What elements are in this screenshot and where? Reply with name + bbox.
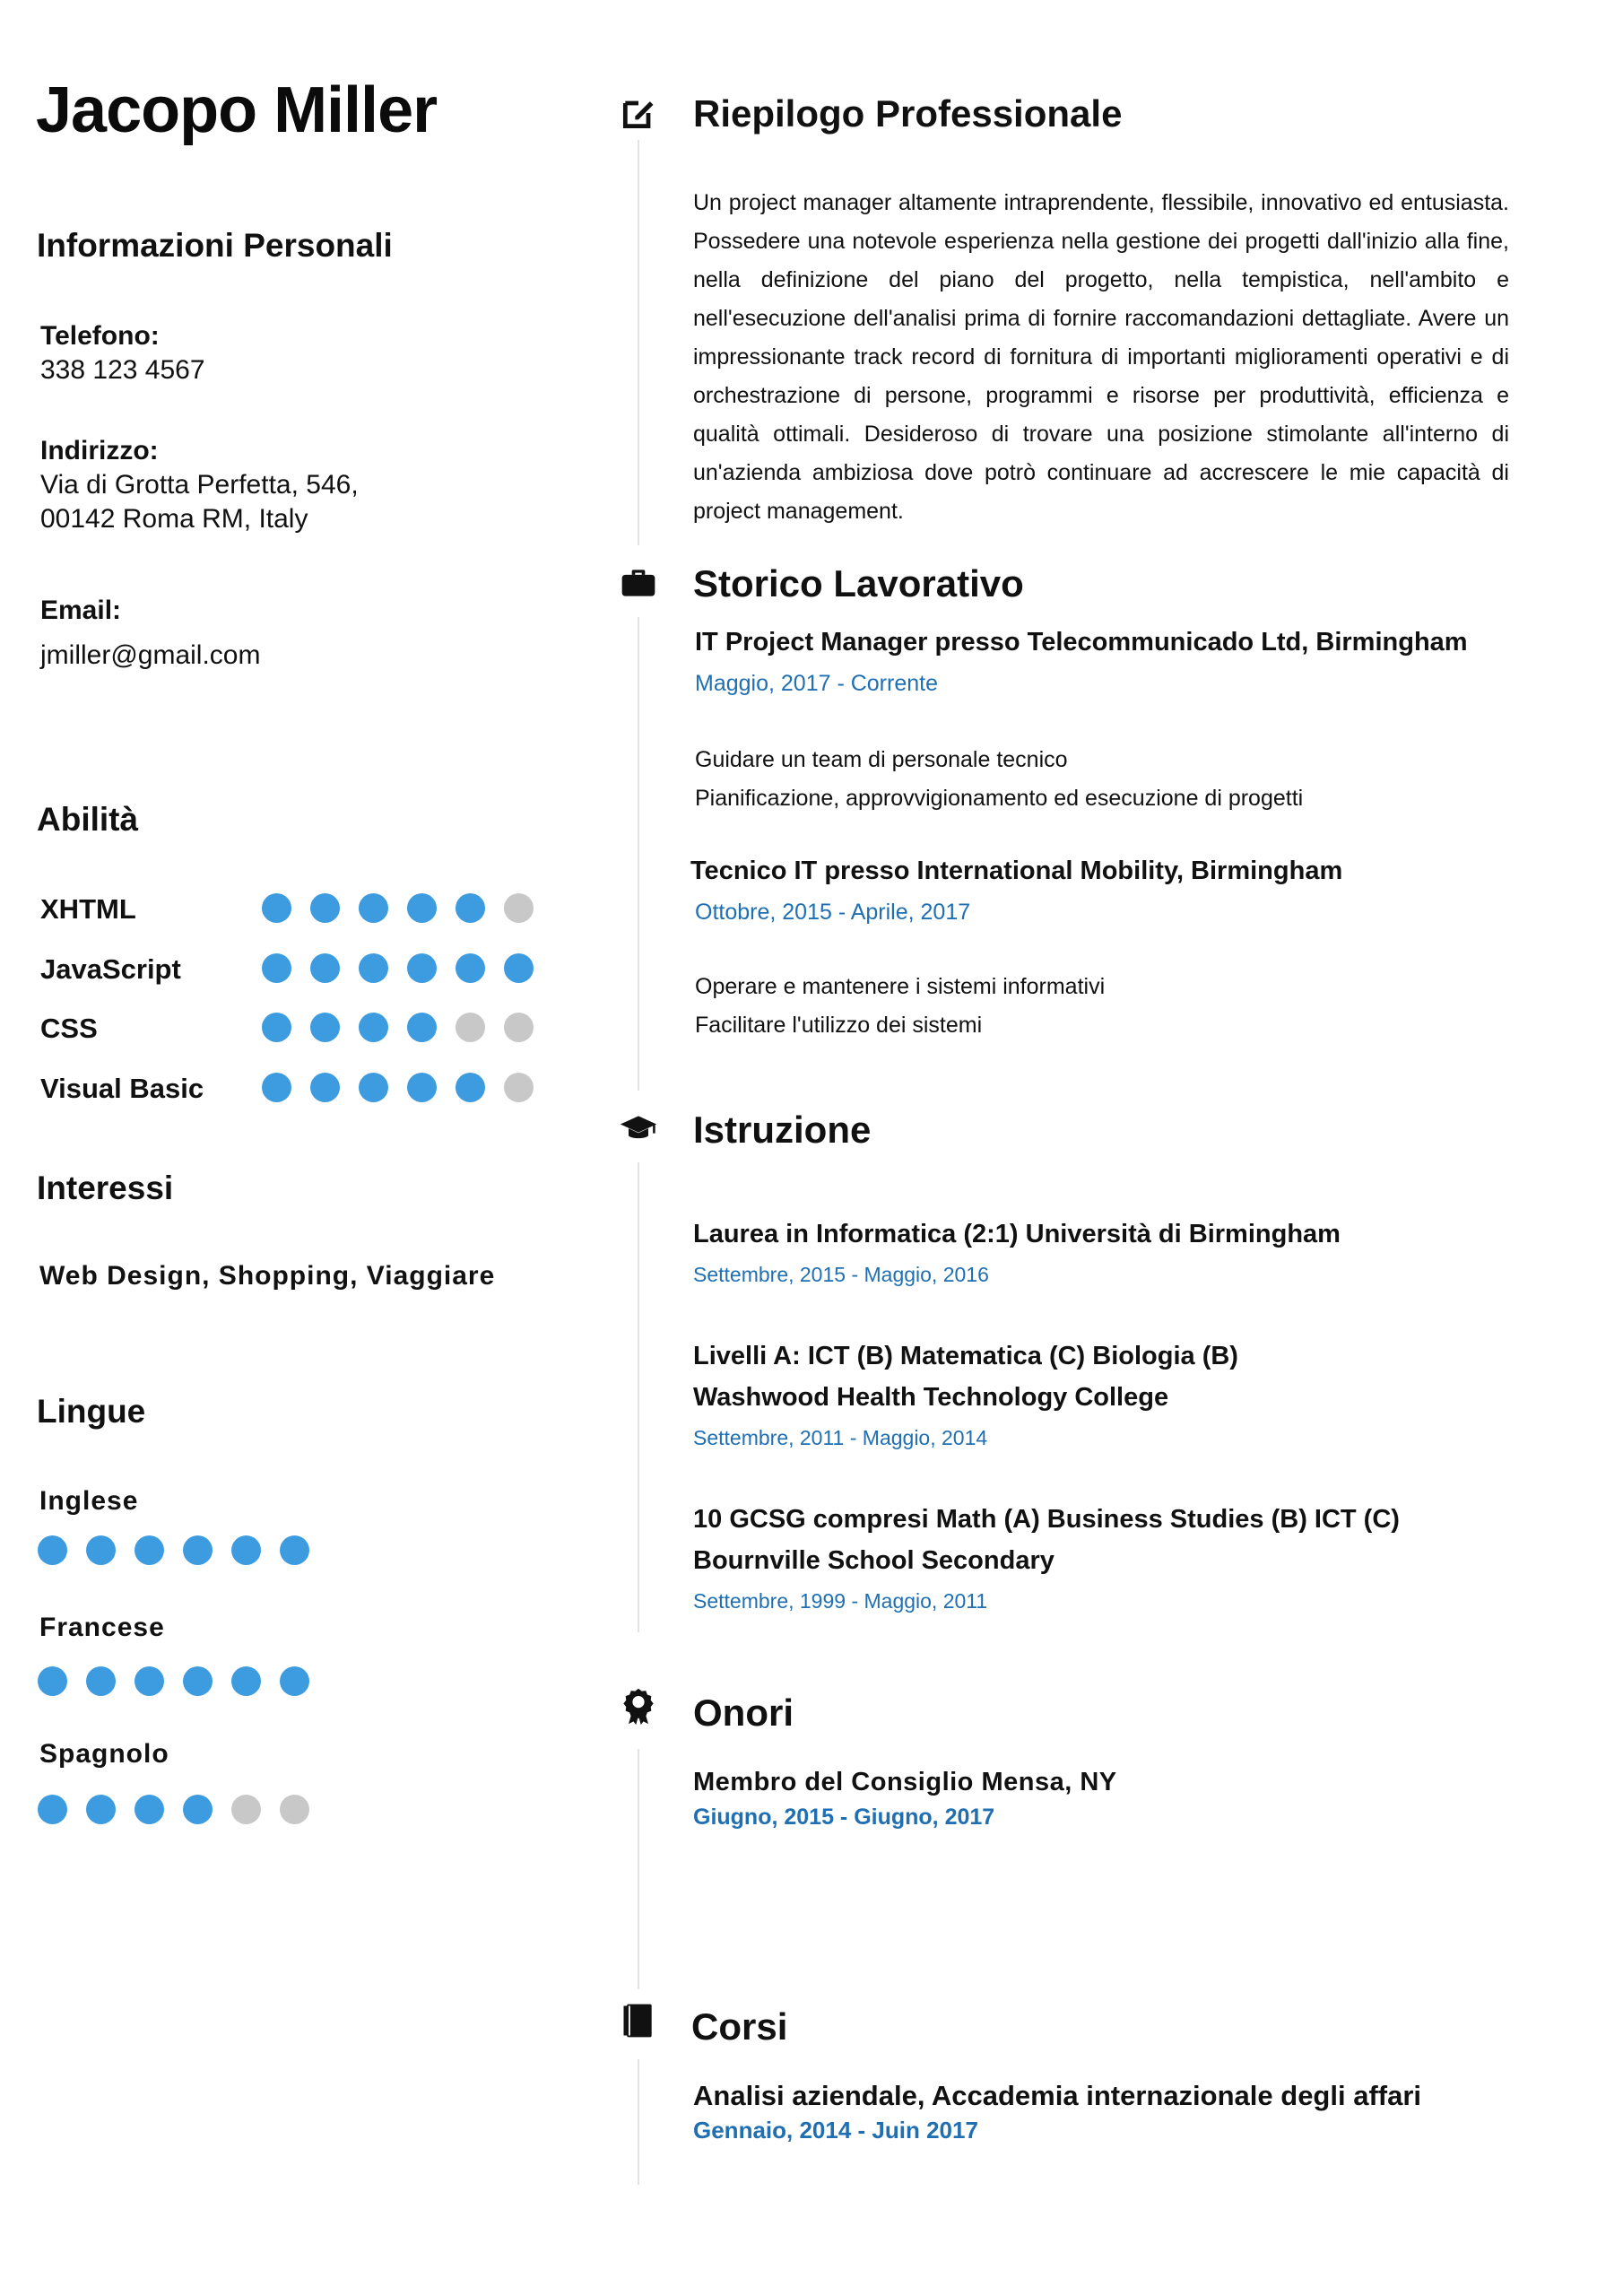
rating-dot-filled: [135, 1535, 164, 1565]
summary-text: Un project manager altamente intraprendente, flessibile, innovativo ed entusiasta. Possedere una notevole esperienza nella gestione dei progetti dall'inizio alla fine, nella definizione del piano del progetto, nella tempistica, nell'ambito e nell'esecuzione dell'analisi prima di fornire raccomandazioni dettagliate. Avere un impressionante track record di fornitura di importanti miglioramenti operativi e di orchestrazione di persone, programmi e risorse per produttività, efficienza e qualità ottimali. Desideroso di trovare una posizione stimolante all'interno di un'azienda ambiziosa dove potrò continuare ad accrescere le mie capacità di project management.: [693, 190, 1509, 524]
skill-level-dots: [262, 953, 534, 983]
rating-dot-filled: [38, 1666, 67, 1696]
rating-dot-filled: [359, 893, 388, 923]
education-school: Bournville School Secondary: [693, 1546, 1055, 1575]
edit-icon: [619, 93, 658, 133]
skills-heading: Abilità: [37, 801, 139, 838]
education-title: Laurea in Informatica (2:1) Università di Birmingham: [693, 1220, 1341, 1248]
education-dates: Settembre, 1999 - Maggio, 2011: [693, 1589, 988, 1613]
address-line-1: Via di Grotta Perfetta, 546,: [40, 470, 359, 500]
rating-dot-filled: [359, 1073, 388, 1102]
rating-dot-filled: [86, 1535, 116, 1565]
skill-name: Visual Basic: [40, 1073, 204, 1104]
timeline-line: [638, 617, 639, 1091]
language-level-dots: [38, 1666, 309, 1696]
skill-name: XHTML: [40, 893, 136, 925]
education-title: 10 GCSG compresi Math (A) Business Studies (B) ICT (C): [693, 1505, 1400, 1534]
rating-dot-filled: [38, 1795, 67, 1824]
language-level-dots: [38, 1535, 309, 1565]
language-level-dots: [38, 1795, 309, 1824]
rating-dot-filled: [456, 953, 485, 983]
briefcase-icon: [619, 563, 658, 603]
skill-name: JavaScript: [40, 953, 181, 985]
languages-heading: Lingue: [37, 1393, 146, 1430]
personal-info-heading: Informazioni Personali: [37, 227, 393, 264]
skill-row: [40, 1071, 542, 1107]
skill-row: [40, 952, 542, 987]
rating-dot-filled: [262, 1013, 291, 1042]
job-title: Tecnico IT presso International Mobility, Birmingham: [690, 857, 1343, 885]
course-dates: Gennaio, 2014 - Juin 2017: [693, 2117, 978, 2144]
rating-dot-filled: [231, 1535, 261, 1565]
education-school: Washwood Health Technology College: [693, 1383, 1169, 1412]
skill-row: [40, 891, 542, 927]
interests-heading: Interessi: [37, 1170, 174, 1206]
rating-dot-filled: [38, 1535, 67, 1565]
language-name: Inglese: [39, 1486, 139, 1516]
email-value: jmiller@gmail.com: [40, 640, 261, 670]
language-name: Francese: [39, 1613, 165, 1642]
job-duty: Facilitare l'utilizzo dei sistemi: [695, 1013, 983, 1038]
rating-dot-filled: [504, 953, 534, 983]
rating-dot-filled: [310, 893, 340, 923]
skill-level-dots: [262, 1013, 534, 1042]
rating-dot-filled: [262, 893, 291, 923]
education-title: Livelli A: ICT (B) Matematica (C) Biologia (B): [693, 1342, 1238, 1370]
courses-heading: Corsi: [691, 2005, 788, 2048]
job-dates: Maggio, 2017 - Corrente: [695, 671, 938, 696]
rating-dot-filled: [86, 1666, 116, 1696]
rating-dot-filled: [262, 953, 291, 983]
rating-dot-filled: [456, 1073, 485, 1102]
address-label: Indirizzo:: [40, 436, 159, 465]
education-dates: Settembre, 2011 - Maggio, 2014: [693, 1426, 988, 1449]
summary-heading: Riepilogo Professionale: [693, 92, 1123, 135]
rating-dot-filled: [183, 1795, 213, 1824]
rating-dot-filled: [183, 1666, 213, 1696]
book-icon: [619, 2001, 658, 2040]
rating-dot-filled: [135, 1795, 164, 1824]
rating-dot-filled: [86, 1795, 116, 1824]
course-title: Analisi aziendale, Accademia internazionale degli affari: [693, 2080, 1422, 2111]
honor-title: Membro del Consiglio Mensa, NY: [693, 1768, 1117, 1796]
job-title: IT Project Manager presso Telecommunicado Ltd, Birmingham: [695, 628, 1468, 657]
honor-dates: Giugno, 2015 - Giugno, 2017: [693, 1805, 995, 1830]
timeline-line: [638, 1162, 639, 1632]
rating-dot-filled: [262, 1073, 291, 1102]
email-label: Email:: [40, 596, 122, 625]
rating-dot-filled: [231, 1666, 261, 1696]
skill-name: CSS: [40, 1013, 98, 1044]
rating-dot-filled: [310, 953, 340, 983]
rating-dot-filled: [359, 1013, 388, 1042]
interests-text: Web Design, Shopping, Viaggiare: [39, 1261, 496, 1291]
language-name: Spagnolo: [39, 1739, 169, 1769]
rating-dot-filled: [407, 1013, 437, 1042]
job-duty: Operare e mantenere i sistemi informativi: [695, 974, 1106, 999]
timeline-line: [638, 2059, 639, 2185]
graduation-cap-icon: [619, 1109, 658, 1149]
rating-dot-filled: [310, 1073, 340, 1102]
phone-label: Telefono:: [40, 321, 160, 351]
phone-value: 338 123 4567: [40, 355, 205, 385]
rating-dot-empty: [231, 1795, 261, 1824]
rating-dot-empty: [504, 1073, 534, 1102]
rating-dot-empty: [504, 1013, 534, 1042]
rating-dot-filled: [310, 1013, 340, 1042]
rating-dot-empty: [504, 893, 534, 923]
job-duty: Pianificazione, approvvigionamento ed esecuzione di progetti: [695, 786, 1304, 811]
rating-dot-filled: [407, 953, 437, 983]
timeline-line: [638, 140, 639, 545]
rating-dot-filled: [280, 1535, 309, 1565]
education-dates: Settembre, 2015 - Maggio, 2016: [693, 1263, 989, 1286]
rating-dot-empty: [456, 1013, 485, 1042]
job-duty: Guidare un team di personale tecnico: [695, 747, 1068, 772]
rating-dot-empty: [280, 1795, 309, 1824]
rating-dot-filled: [456, 893, 485, 923]
rating-dot-filled: [280, 1666, 309, 1696]
skill-level-dots: [262, 1073, 534, 1102]
rating-dot-filled: [135, 1666, 164, 1696]
job-dates: Ottobre, 2015 - Aprile, 2017: [695, 900, 971, 925]
rating-dot-filled: [407, 893, 437, 923]
skill-level-dots: [262, 893, 534, 923]
candidate-name: Jacopo Miller: [36, 74, 438, 146]
rating-dot-filled: [183, 1535, 213, 1565]
honors-heading: Onori: [693, 1692, 794, 1734]
timeline-line: [638, 1749, 639, 1989]
award-icon: [619, 1686, 658, 1726]
education-heading: Istruzione: [693, 1109, 872, 1151]
rating-dot-filled: [359, 953, 388, 983]
address-line-2: 00142 Roma RM, Italy: [40, 504, 308, 534]
work-history-heading: Storico Lavorativo: [693, 562, 1024, 604]
skill-row: [40, 1011, 542, 1047]
rating-dot-filled: [407, 1073, 437, 1102]
